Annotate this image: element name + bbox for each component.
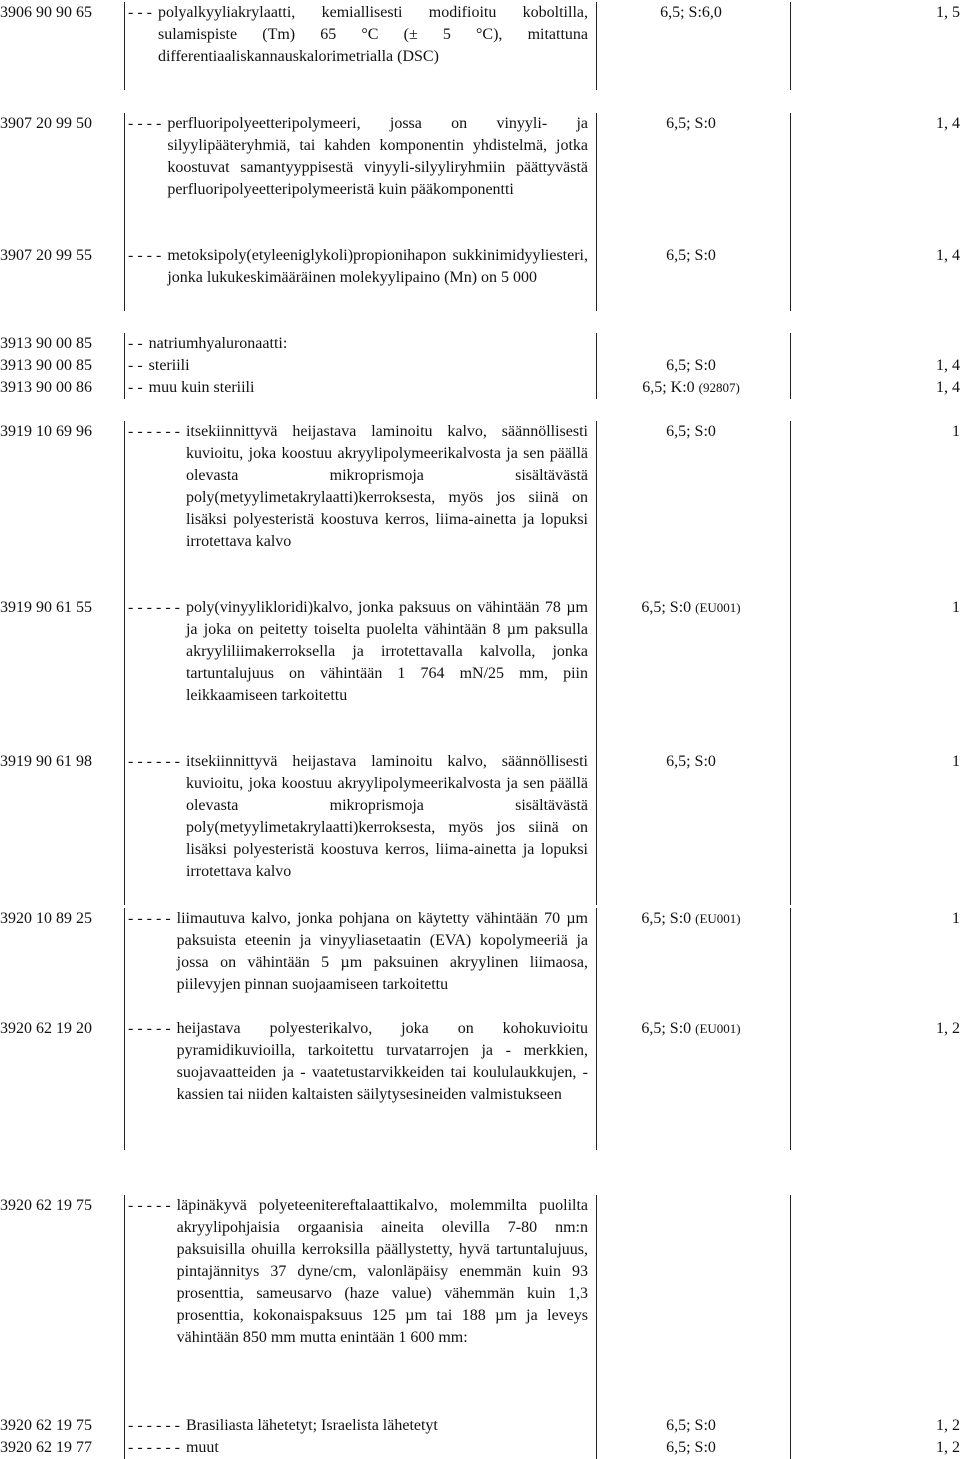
validity-period: 1, 5 <box>936 4 960 21</box>
duty-rate <box>596 1018 786 1040</box>
indent-dashes: - - - - <box>128 115 162 132</box>
indent-dashes: - - - - - - <box>128 423 180 440</box>
duty-rate <box>596 421 786 443</box>
product-description <box>128 751 588 883</box>
validity-period: 1, 2 <box>936 1439 960 1456</box>
duty-rate-value: 6,5; S:0 <box>666 247 716 264</box>
product-description <box>128 355 588 377</box>
column-divider <box>124 908 125 1150</box>
column-divider <box>596 908 597 1150</box>
table-row <box>0 355 960 377</box>
table-row <box>0 1195 960 1415</box>
duty-rate-value: 6,5; S:0 <box>641 1020 692 1037</box>
description-text: perfluoripolyeetteripolymeeri, jossa on vinyyli- ja silyylipääteryhmiä, tai kahden komponentin yhdistelmä, jotka koostuvat samantyyppisestä vinyyli-silyyliryhmiin päättyvästä perfluoripolyeetteripolymeeristä kuin pääkomponentti <box>167 115 588 198</box>
indent-dashes: - - - - - - <box>128 599 180 616</box>
tariff-code: 3913 90 00 86 <box>0 379 92 396</box>
description-text: metoksipoly(etyleeniglykoli)propionihapon sukkinimidyyliesteri, jonka lukukeskimääräinen molekyylipaino (Mn) on 5 000 <box>167 247 588 286</box>
duty-rate-value: 6,5; S:0 <box>641 599 692 616</box>
duty-rate <box>596 1437 786 1459</box>
indent-dashes: - - <box>128 335 143 352</box>
validity-period: 1, 4 <box>936 357 960 374</box>
column-divider <box>790 1195 791 1459</box>
validity-period: 1 <box>952 753 960 770</box>
duty-rate <box>596 751 786 773</box>
column-divider <box>596 2 597 90</box>
duty-rate-note: (EU001) <box>695 600 741 615</box>
duty-rate-value: 6,5; S:0 <box>666 423 716 440</box>
validity-period: 1 <box>952 910 960 927</box>
column-divider <box>790 333 791 399</box>
product-description <box>128 421 588 553</box>
tariff-code: 3919 90 61 98 <box>0 753 92 770</box>
table-row <box>0 751 960 905</box>
table-row <box>0 333 960 355</box>
duty-rate-note: (EU001) <box>695 911 741 926</box>
product-description <box>128 377 588 399</box>
validity-period: 1, 4 <box>936 247 960 264</box>
validity-period: 1, 4 <box>936 115 960 132</box>
description-text: Brasiliasta lähetetyt; Israelista lähetetyt <box>185 1417 438 1434</box>
table-row <box>0 1018 960 1150</box>
indent-dashes: - - - - - <box>128 1197 171 1214</box>
column-divider <box>596 113 597 311</box>
tariff-code: 3907 20 99 50 <box>0 115 92 132</box>
indent-dashes: - - - - - <box>128 910 171 927</box>
product-description <box>128 333 588 355</box>
description-text: liimautuva kalvo, jonka pohjana on käytetty vähintään 70 µm paksuista eteenin ja vinyyliasetaatin (EVA) kopolymeeriä ja jossa on vähintään 5 µm paksuinen akryylinen liimaosa, piilevyjen pinnan suojaamiseen tarkoitettu <box>176 910 588 993</box>
description-text: poly(vinyylikloridi)kalvo, jonka paksuus on vähintään 78 µm ja joka on peitetty toiselta puolelta vähintään 8 µm paksulla akryyliliimakerroksella ja irrotettavalla kalvolla, jonka tartuntalujuus on vähintään 1 764 mN/25 mm, piin leikkaamiseen tarkoitettu <box>185 599 588 704</box>
validity-period: 1, 4 <box>936 379 960 396</box>
column-divider <box>790 2 791 90</box>
indent-dashes: - - - <box>128 4 152 21</box>
product-description <box>128 113 588 201</box>
duty-rate <box>596 113 786 135</box>
table-row <box>0 245 960 311</box>
column-divider <box>124 2 125 90</box>
description-text: natriumhyaluronaatti: <box>148 335 288 352</box>
tariff-code: 3920 10 89 25 <box>0 910 92 927</box>
duty-rate-value: 6,5; S:0 <box>666 753 716 770</box>
tariff-code: 3913 90 00 85 <box>0 335 92 352</box>
tariff-code: 3919 90 61 55 <box>0 599 92 616</box>
indent-dashes: - - - - <box>128 247 162 264</box>
description-text: steriili <box>148 357 190 374</box>
duty-rate-note: (92807) <box>698 380 740 395</box>
duty-rate <box>596 908 786 930</box>
column-divider <box>124 421 125 905</box>
description-text: muut <box>185 1439 219 1456</box>
product-description <box>128 1437 588 1459</box>
column-divider <box>124 113 125 311</box>
column-divider <box>596 421 597 905</box>
indent-dashes: - - - - - - <box>128 1439 180 1456</box>
duty-rate-value: 6,5; S:6,0 <box>660 4 722 21</box>
description-text: muu kuin steriili <box>148 379 255 396</box>
column-divider <box>790 908 791 1150</box>
product-description <box>128 1415 588 1437</box>
duty-rate <box>596 597 786 619</box>
tariff-code: 3920 62 19 75 <box>0 1197 92 1214</box>
duty-rate-note: (EU001) <box>695 1021 741 1036</box>
product-description <box>128 1195 588 1349</box>
table-row <box>0 377 960 399</box>
duty-rate-value: 6,5; S:0 <box>666 1417 716 1434</box>
tariff-code: 3920 62 19 77 <box>0 1439 92 1456</box>
description-text: polyalkyyliakrylaatti, kemiallisesti modifioitu koboltilla, sulamispiste (Tm) 65 °C (± 5 °C), mitattuna differentiaaliskannauskalorimetrialla (DSC) <box>157 4 588 65</box>
duty-rate-value: 6,5; S:0 <box>666 357 716 374</box>
product-description <box>128 597 588 707</box>
column-divider <box>790 113 791 311</box>
tariff-code: 3906 90 90 65 <box>0 4 92 21</box>
indent-dashes: - - <box>128 379 143 396</box>
table-row <box>0 421 960 597</box>
product-description <box>128 1018 588 1106</box>
table-row <box>0 1415 960 1437</box>
table-row <box>0 908 960 1018</box>
tariff-code: 3920 62 19 75 <box>0 1417 92 1434</box>
duty-rate-value: 6,5; S:0 <box>666 115 716 132</box>
tariff-code: 3920 62 19 20 <box>0 1020 92 1037</box>
product-description <box>128 245 588 289</box>
column-divider <box>790 421 791 905</box>
column-divider <box>596 1195 597 1459</box>
indent-dashes: - - <box>128 357 143 374</box>
description-text: heijastava polyesterikalvo, joka on kohokuvioitu pyramidikuvioilla, tarkoitettu turvatarrojen ja - merkkien, suojavaatteiden ja - vaatetustarvikkeiden tai koululaukkujen, - kassien tai niiden kaltaisten säilytysesineiden valmistukseen <box>176 1020 588 1103</box>
indent-dashes: - - - - - - <box>128 753 180 770</box>
product-description <box>128 2 588 68</box>
tariff-code: 3913 90 00 85 <box>0 357 92 374</box>
indent-dashes: - - - - - - <box>128 1417 180 1434</box>
indent-dashes: - - - - - <box>128 1020 171 1037</box>
duty-rate <box>596 245 786 267</box>
duty-rate-value: 6,5; S:0 <box>666 1439 716 1456</box>
table-row <box>0 2 960 90</box>
validity-period: 1 <box>952 423 960 440</box>
column-divider <box>124 1195 125 1459</box>
product-description <box>128 908 588 996</box>
duty-rate-value: 6,5; K:0 <box>642 379 695 396</box>
description-text: itsekiinnittyvä heijastava laminoitu kalvo, säännöllisesti kuvioitu, joka koostuu akryylipolymeerikalvosta ja sen päällä olevasta mikroprismoja sisältävästä poly(metyylimetakrylaatti)kerroksesta, myös jos siinä on lisäksi polyesteristä koostuva kerros, liima-ainetta ja lopuksi irrotettava kalvo <box>185 753 588 880</box>
column-divider <box>596 333 597 399</box>
column-divider <box>124 333 125 399</box>
duty-rate <box>596 355 786 377</box>
duty-rate <box>596 1415 786 1437</box>
duty-rate <box>596 377 786 399</box>
tariff-code: 3919 10 69 96 <box>0 423 92 440</box>
validity-period: 1, 2 <box>936 1417 960 1434</box>
description-text: itsekiinnittyvä heijastava laminoitu kalvo, säännöllisesti kuvioitu, joka koostuu akryylipolymeerikalvosta ja sen päällä olevasta mikroprismoja sisältävästä poly(metyylimetakrylaatti)kerroksesta, myös jos siinä on lisäksi polyesteristä koostuva kerros, liima-ainetta ja lopuksi irrotettava kalvo <box>185 423 588 550</box>
validity-period: 1, 2 <box>936 1020 960 1037</box>
table-row <box>0 597 960 751</box>
table-row <box>0 113 960 245</box>
duty-rate <box>596 2 786 24</box>
description-text: läpinäkyvä polyeteenitereftalaattikalvo, molemmilta puolilta akryylipohjaisia orgaanisia aineita olevilla 7-80 nm:n paksuisilla ohuilla kerroksilla päällystetty, hyvä tartuntalujuus, pintajännitys 37 dyne/cm, valonläpäisy enemmän kuin 93 prosenttia, sameusarvo (haze value) vähemmän kuin 1,3 prosenttia, kokonaispaksuus 125 µm tai 188 µm ja leveys vähintään 850 mm mutta enintään 1 600 mm: <box>176 1197 588 1346</box>
tariff-code: 3907 20 99 55 <box>0 247 92 264</box>
validity-period: 1 <box>952 599 960 616</box>
table-row <box>0 1437 960 1459</box>
duty-rate-value: 6,5; S:0 <box>641 910 692 927</box>
